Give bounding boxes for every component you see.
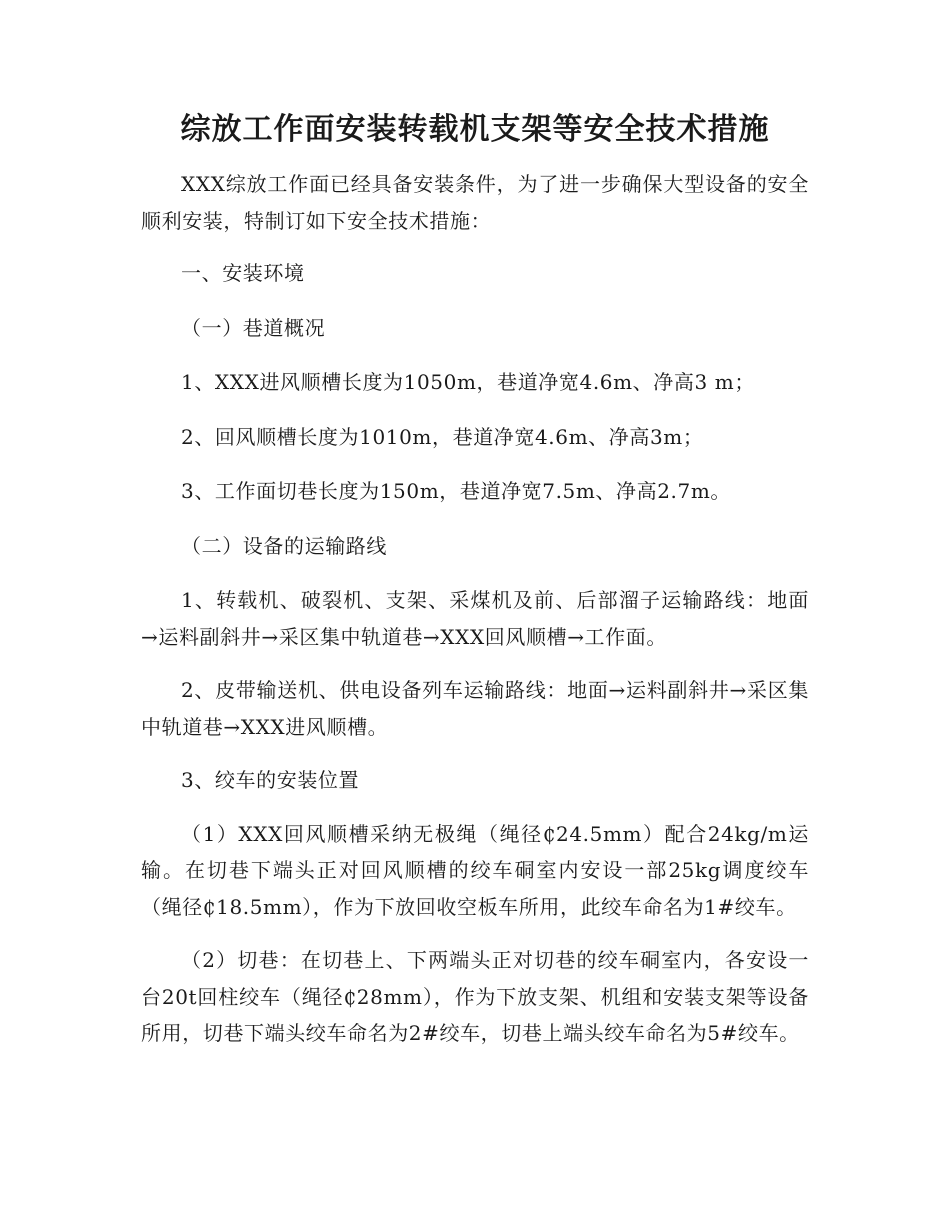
roadway-item-2: 2、回风顺槽长度为1010m，巷道净宽4.6m、净高3m； <box>181 424 704 449</box>
winch-location-1: （1）XXX回风顺槽采纳无极绳（绳径₵24.5mm）配合24kg/m运输。在切巷下端头正对回风顺槽的绞车硐室内安设一部25kg调度绞车（绳径₵18.5mm），作为下放回收空板车所用，此绞车命名为1#绞车。 <box>141 821 809 919</box>
winch-location-2: （2）切巷：在切巷上、下两端头正对切巷的绞车硐室内，各安设一台20t回柱绞车（绳径₵28mm），作为下放支架、机组和安装支架等设备所用，切巷下端头绞车命名为2#绞车，切巷上端头绞车命名为5#绞车。 <box>141 948 809 1045</box>
transport-route-2: 2、皮带输送机、供电设备列车运输路线：地面→运料副斜井→采区集中轨道巷→XXX进风顺槽。 <box>141 678 809 739</box>
roadway-item-1: 1、XXX进风顺槽长度为1050m，巷道净宽4.6m、净高3 m； <box>181 370 755 394</box>
document-title: 综放工作面安装转载机支架等安全技术措施 <box>180 112 770 147</box>
roadway-item-3: 3、工作面切巷长度为150m，巷道净宽7.5m、净高2.7m。 <box>181 479 732 503</box>
subsection-heading-transport: （二）设备的运输路线 <box>181 533 387 558</box>
section-heading-environment: 一、安装环境 <box>181 261 305 285</box>
intro-paragraph: XXX综放工作面已经具备安装条件，为了进一步确保大型设备的安全顺利安装，特制订如下安全技术措施： <box>141 172 809 233</box>
subsection-heading-roadway: （一）巷道概况 <box>181 315 326 340</box>
winch-location-heading: 3、绞车的安装位置 <box>181 768 360 792</box>
document-body <box>141 166 809 1052</box>
transport-route-1: 1、转载机、破裂机、支架、采煤机及前、后部溜子运输路线：地面→运料副斜井→采区集中轨道巷→XXX回风顺槽→工作面。 <box>141 588 809 649</box>
